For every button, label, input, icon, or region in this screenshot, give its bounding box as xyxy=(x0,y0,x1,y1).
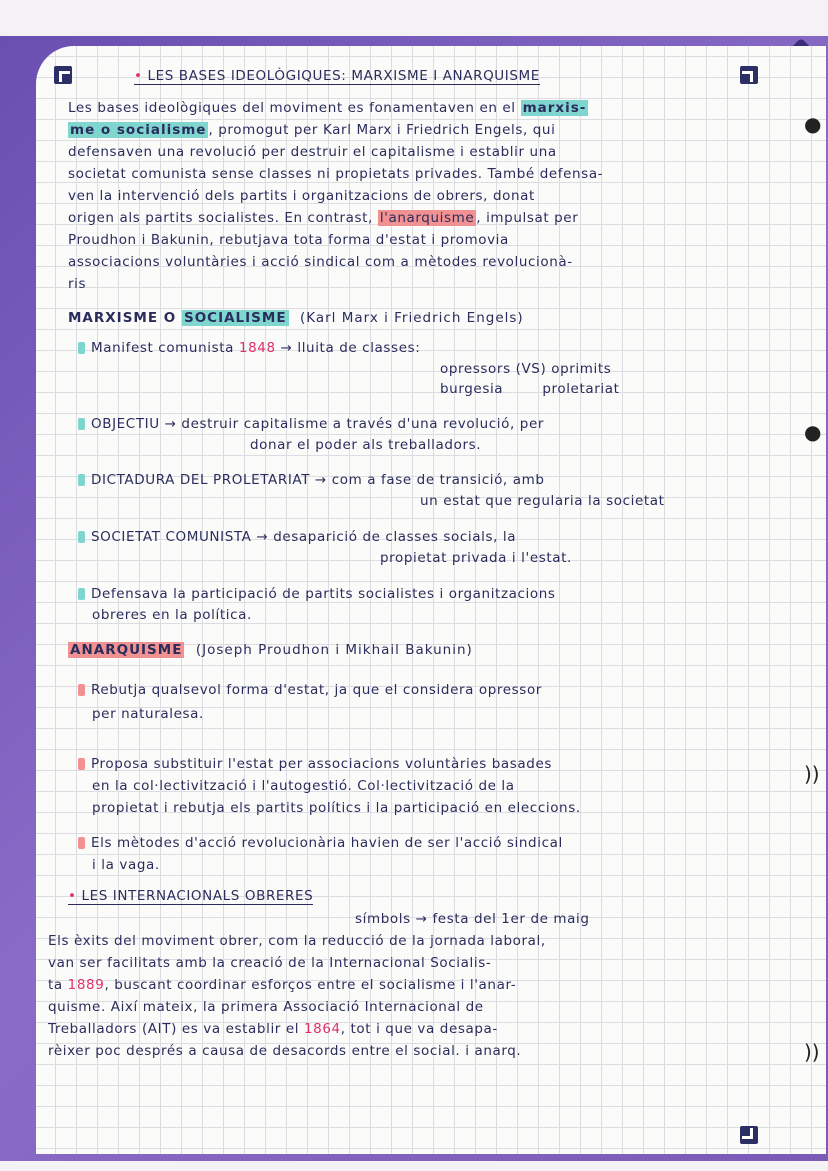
text-line: un estat que regularia la societat xyxy=(420,493,665,509)
text-line: quisme. Així mateix, la primera Associació Internacional de xyxy=(48,999,484,1015)
text-line: propietat privada i l'estat. xyxy=(380,550,572,566)
corner-mark-icon xyxy=(740,66,758,84)
text-line: burgesia proletariat xyxy=(440,381,620,397)
bullet-rebutja: Rebutja qualsevol forma d'estat, ja que el considera opressor xyxy=(78,682,542,698)
binder-ring-icon: )) xyxy=(804,1040,820,1064)
binder-ring-icon: )) xyxy=(804,762,820,786)
text-line: opressors (VS) oprimits xyxy=(440,361,612,377)
text-line: ris xyxy=(68,276,87,292)
binder-ring-icon: ● xyxy=(804,420,822,444)
text-line: me o socialisme , promogut per Karl Marx i Friedrich Engels, qui xyxy=(70,122,556,138)
text-line: Els èxits del moviment obrer, com la reducció de la jornada laboral, xyxy=(48,933,546,949)
bullet-proposa: Proposa substituir l'estat per associacions voluntàries basades xyxy=(78,756,552,772)
text-line: origen als partits socialistes. En contrast, l'anarquisme , impulsat per xyxy=(68,210,579,226)
text-line: Les bases ideològiques del moviment es fonamentaven en el marxis- xyxy=(68,100,587,116)
text-line: Treballadors (AIT) es va establir el 1864, tot i que va desapa- xyxy=(48,1021,498,1037)
text-line: en la col·lectivització i l'autogestió. Col·lectivització de la xyxy=(92,778,515,794)
internationals-heading: • LES INTERNACIONALS OBRERES xyxy=(68,888,314,904)
text-line: van ser facilitats amb la creació de la Internacional Socialis- xyxy=(48,955,492,971)
text-line: defensaven una revolució per destruir el capitalisme i establir una xyxy=(68,144,557,160)
text-line: per naturalesa. xyxy=(92,706,204,722)
text-line: rèixer poc després a causa de desacords entre el social. i anarq. xyxy=(48,1043,522,1059)
text-line: propietat i rebutja els partits polítics i la participació en eleccions. xyxy=(92,800,581,816)
text-line: ta 1889, buscant coordinar esforços entre el socialisme i l'anar- xyxy=(48,977,517,993)
bullet-defensava: Defensava la participació de partits socialistes i organitzacions xyxy=(78,586,556,602)
page-title: • LES BASES IDEOLÒGIQUES: MARXISME I ANARQUISME xyxy=(134,68,540,84)
text-line: símbols → festa del 1er de maig xyxy=(355,911,590,927)
bullet-dictadura: DICTADURA DEL PROLETARIAT → com a fase de transició, amb xyxy=(78,472,545,488)
bullet-manifest: Manifest comunista 1848 → lluita de classes: xyxy=(78,340,420,356)
text-line: Proudhon i Bakunin, rebutjava tota forma d'estat i promovia xyxy=(68,232,509,248)
bullet-metodes: Els mètodes d'acció revolucionària havien de ser l'acció sindical xyxy=(78,835,563,851)
text-line: societat comunista sense classes ni propietats privades. També defensa- xyxy=(68,166,604,182)
corner-mark-icon xyxy=(54,66,72,84)
text-line: donar el poder als treballadors. xyxy=(250,437,482,453)
text-line: associacions voluntàries i acció sindical com a mètodes revolucionà- xyxy=(68,254,573,270)
binder-ring-icon: ● xyxy=(804,112,822,136)
marxism-heading: MARXISME O SOCIALISME (Karl Marx i Friedrich Engels) xyxy=(68,310,524,326)
bullet-objectiu: OBJECTIU → destruir capitalisme a través d'una revolució, per xyxy=(78,416,544,432)
text-line: obreres en la política. xyxy=(92,607,252,623)
text-line: ven la intervenció dels partits i organitzacions de obrers, donat xyxy=(68,188,535,204)
corner-mark-icon xyxy=(740,1126,758,1144)
text-line: i la vaga. xyxy=(92,857,160,873)
anarchism-heading: ANARQUISME (Joseph Proudhon i Mikhail Bakunin) xyxy=(70,642,473,658)
bullet-societat: SOCIETAT COMUNISTA → desaparició de classes socials, la xyxy=(78,529,516,545)
